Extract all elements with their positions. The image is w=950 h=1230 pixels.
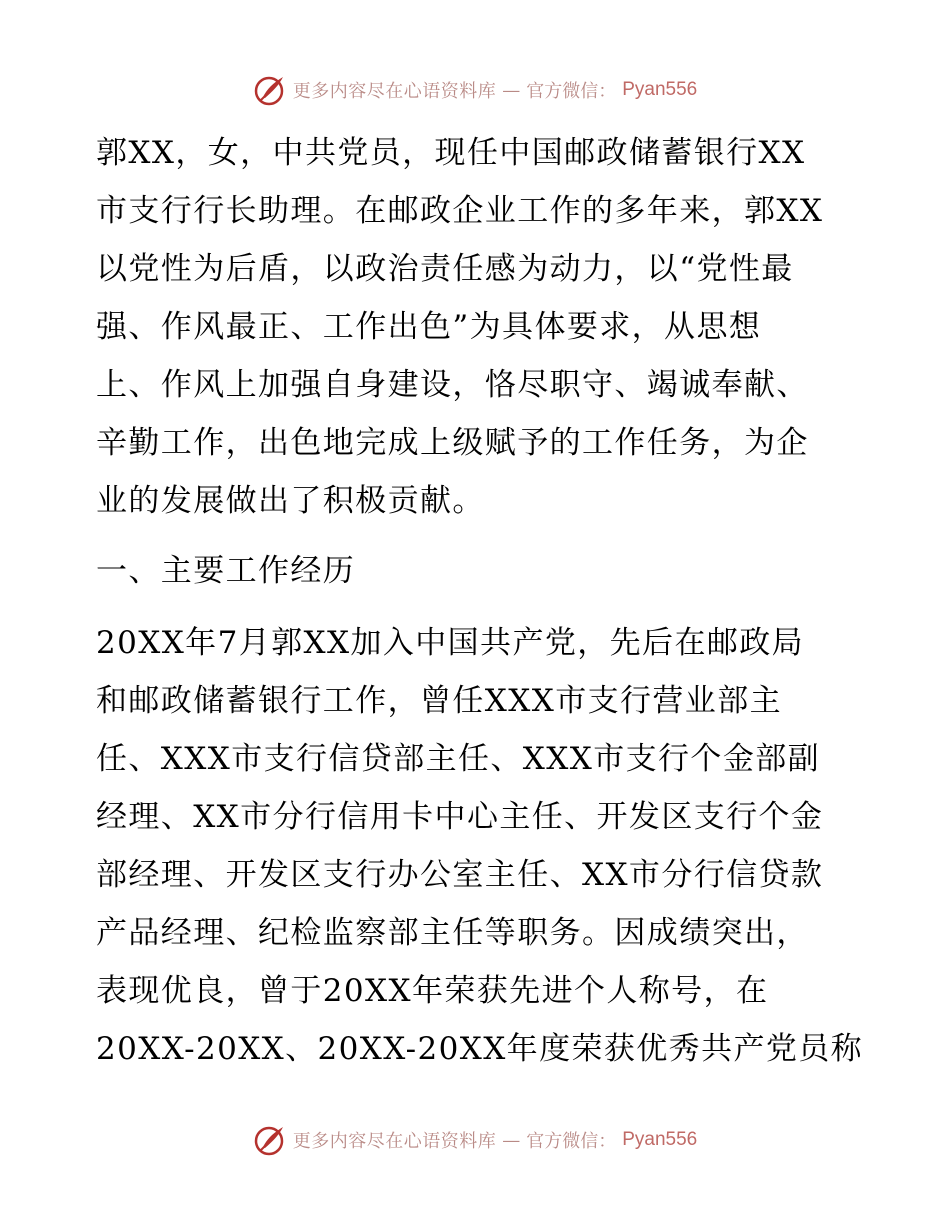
paragraph-line: 辛勤工作，出色地完成上级赋予的工作任务，为企	[96, 425, 809, 461]
paragraph-line: 表现优良，曾于20XX年荣获先进个人称号，在	[96, 973, 769, 1009]
paragraph-line: 市支行行长助理。在邮政企业工作的多年来，郭XX	[96, 193, 824, 229]
paragraph-line: 强、作风最正、工作出色”为具体要求，从思想	[96, 309, 762, 345]
watermark-sub-text: 官方微信：	[526, 1131, 617, 1152]
paragraph-line: 经理、XX市分行信用卡中心主任、开发区支行个金	[96, 799, 824, 835]
paragraph-line: 和邮政储蓄银行工作，曾任XXX市支行营业部主	[96, 683, 783, 719]
paragraph-line: 部经理、开发区支行办公室主任、XX市分行信贷款	[96, 857, 824, 893]
footer-watermark	[0, 1122, 950, 1158]
watermark-wechat-id: Pyan556	[622, 1129, 698, 1150]
watermark-sub-text: 官方微信：	[526, 81, 617, 102]
paragraph-line: 以党性为后盾，以政治责任感为动力，以“党性最	[96, 251, 794, 287]
header-watermark	[0, 72, 950, 108]
paragraph-line: 上、作风上加强自身建设，恪尽职守、竭诚奉献、	[96, 367, 809, 403]
paragraph-work-history	[96, 614, 866, 1078]
paragraph-intro	[96, 124, 866, 530]
quill-logo-icon	[253, 73, 287, 107]
paragraph-line: 20XX-20XX、20XX-20XX年度荣获优秀共产党员称	[96, 1031, 864, 1067]
paragraph-line: 产品经理、纪检监察部主任等职务。因成绩突出，	[96, 915, 809, 951]
watermark-main-text: 更多内容尽在心语资料库	[292, 81, 497, 102]
paragraph-line: 业的发展做出了积极贡献。	[96, 483, 485, 519]
paragraph-line: 20XX年7月郭XX加入中国共产党，先后在邮政局	[96, 625, 805, 661]
document-body	[96, 124, 866, 1078]
watermark-main-text: 更多内容尽在心语资料库	[292, 1131, 497, 1152]
quill-logo-icon	[253, 1123, 287, 1157]
watermark-separator: —	[502, 1129, 521, 1151]
paragraph-line: 任、XXX市支行信贷部主任、XXX市支行个金部副	[96, 741, 821, 777]
section-heading: 一、主要工作经历	[96, 553, 356, 589]
watermark-separator: —	[502, 79, 521, 101]
paragraph-line: 郭XX，女，中共党员，现任中国邮政储蓄银行XX	[96, 135, 806, 171]
watermark-wechat-id: Pyan556	[622, 79, 698, 100]
